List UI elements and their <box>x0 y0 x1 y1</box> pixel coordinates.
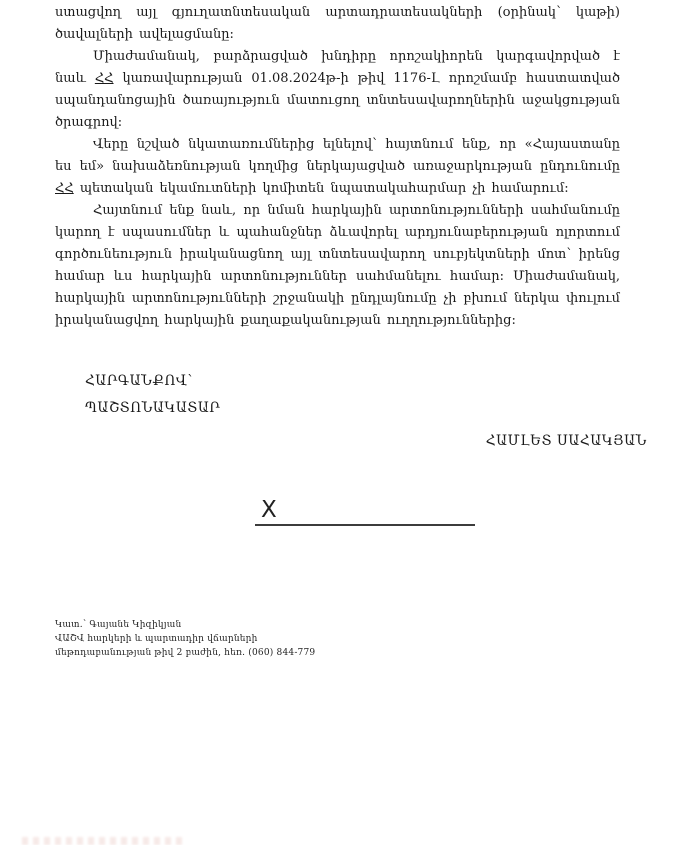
body-paragraph-1: ստացվող այլ գյուղատնտեսական արտադրատեսակների (օրինակ՝ կաթի) ծավալների ավելացմանը: <box>55 5 620 42</box>
executor-contact-line: մեթոդաբանության թիվ 2 բաժին, հեռ. (060) 844-779 <box>55 648 316 658</box>
executor-name-line: Կատ.՝ Գայանե Կիզիկյան <box>55 620 182 630</box>
executor-footer <box>55 618 620 660</box>
document-content <box>55 2 647 660</box>
paragraph-2-text-post: կառավարության 01.08.2024թ-ի թիվ 1176-Լ որոշմամբ հաստատված սպանդանոցային ծառայություն մատուցող տնտեսավարողներին աջակցության ծրագրով: <box>55 71 621 130</box>
body-paragraph-4: Հայտնում ենք նաև, որ նման հարկային արտոնությունների սահմանումը կարող է սպասումներ և պահանջներ ձևավորել արդյունաբերության ոլորտում գործունեություն իրականացնող այլ տնտեսավարող սուբյեկտների մոտ՝ իրենց համար ևս հարկային արտոնություններ սահմանելու համար: Միաժամանակ, հարկային արտոնությունների շրջանակի ընդլայնումը չի բխում ներկա փուլում իրականացվող հարկային քաղաքականության ուղղություններից: <box>55 203 620 328</box>
paragraph-3-text-post: պետական եկամուտների կոմիտեն նպատակահարմար չի համարում: <box>73 181 569 196</box>
hh-underlined-text-1: ՀՀ <box>94 71 114 86</box>
paragraph-2-text-pre: Միաժամանակ, բարձրացված խնդիրը որոշակիորեն կարգավորված է նաև <box>55 49 620 86</box>
signature-x-mark[interactable]: X <box>261 497 277 523</box>
hh-underlined-text-2: ՀՀ <box>55 181 74 196</box>
closing-block <box>85 368 620 422</box>
signatory-position-title: ՊԱՇՏՈՆԱԿԱՏԱՐ <box>85 400 221 416</box>
executor-department-line: ՎԱՇՎ հարկերի և պարտադիր վճարների <box>55 634 258 644</box>
paragraph-3-text-pre: Վերը նշված նկատառումներից ելնելով՝ հայտնում ենք, որ «Հայաստանը ես եմ» նախաձեռնության կողմից ներկայացված առաջարկության ընդունումը <box>55 137 620 174</box>
body-paragraph-3 <box>55 134 620 200</box>
signature-x-field[interactable] <box>255 498 475 526</box>
cutoff-red-stamp-artifact <box>22 837 182 845</box>
closing-salutation: ՀԱՐԳԱՆՔՈՎ՝ <box>85 373 193 389</box>
signatory-name: ՀԱՄԼԵՏ ՍԱՀԱԿՅԱՆ <box>485 433 647 449</box>
body-paragraph-2 <box>55 46 620 134</box>
letter-body <box>55 2 620 332</box>
